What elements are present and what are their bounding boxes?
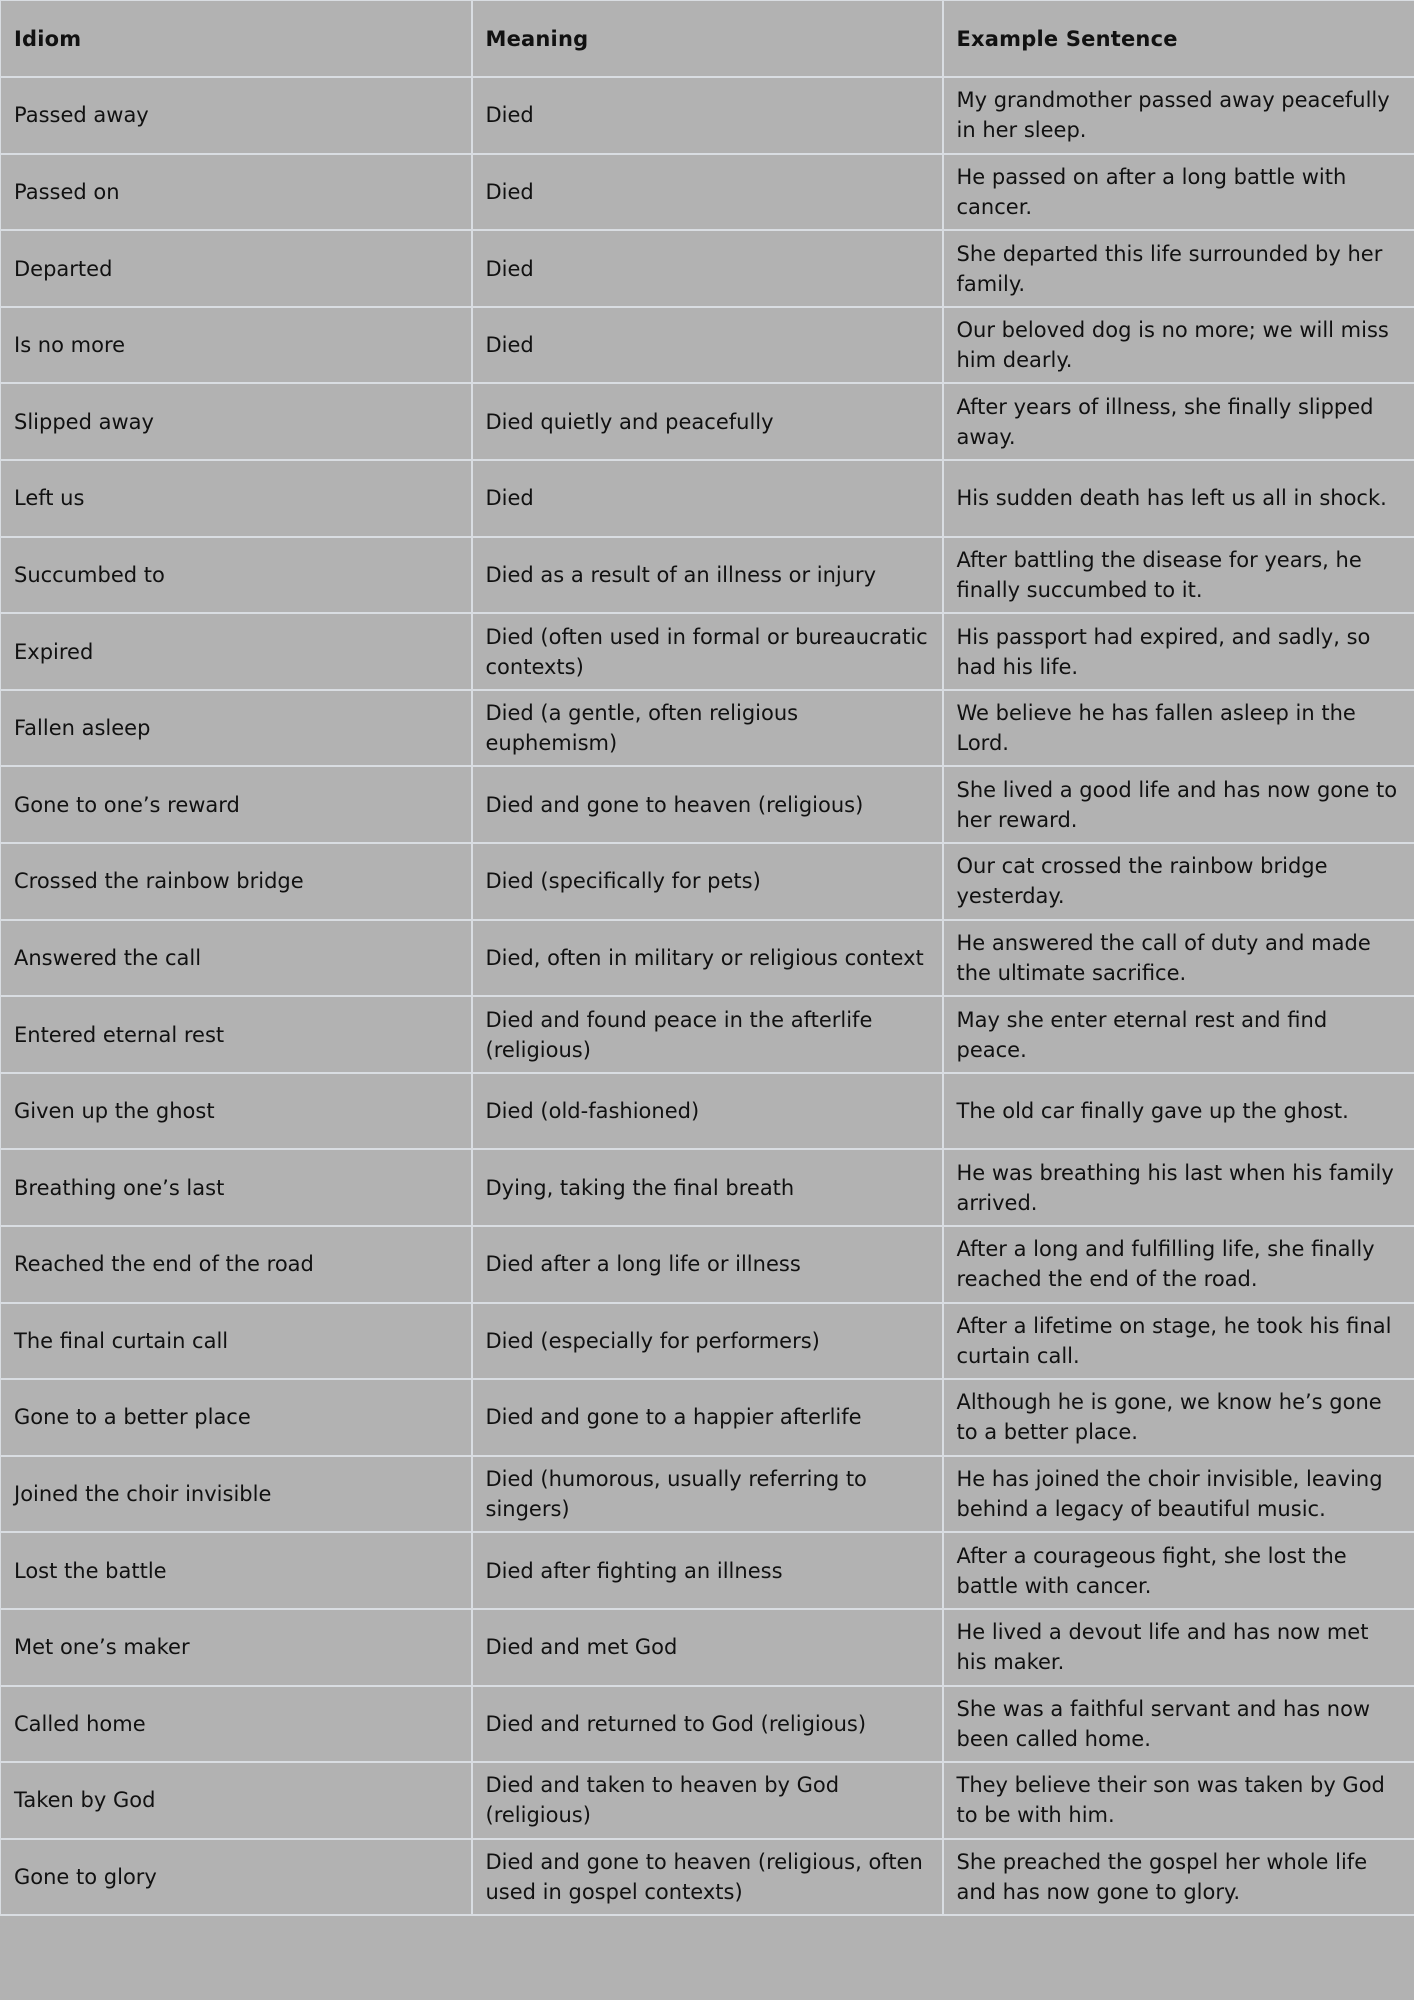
- example-sentence-cell: Our beloved dog is no more; we will miss him dearly.: [943, 307, 1414, 384]
- example-sentence-cell: After a lifetime on stage, he took his final curtain call.: [943, 1303, 1414, 1380]
- meaning-cell: Died and gone to heaven (religious, often used in gospel contexts): [472, 1839, 943, 1916]
- idiom-cell: Fallen asleep: [1, 690, 472, 767]
- idiom-cell: Gone to one’s reward: [1, 766, 472, 843]
- example-sentence-cell: His passport had expired, and sadly, so had his life.: [943, 613, 1414, 690]
- meaning-cell: Died and returned to God (religious): [472, 1686, 943, 1763]
- example-sentence-cell: He passed on after a long battle with cancer.: [943, 154, 1414, 231]
- idiom-cell: Gone to a better place: [1, 1379, 472, 1456]
- table-row: [1, 1532, 1414, 1609]
- table-row: [1, 996, 1414, 1073]
- table-row: [1, 920, 1414, 997]
- idiom-cell: Departed: [1, 230, 472, 307]
- idiom-cell: Gone to glory: [1, 1839, 472, 1916]
- example-sentence-cell: After a courageous fight, she lost the battle with cancer.: [943, 1532, 1414, 1609]
- table-row: [1, 383, 1414, 460]
- example-sentence-cell: He has joined the choir invisible, leaving behind a legacy of beautiful music.: [943, 1456, 1414, 1533]
- idiom-cell: Lost the battle: [1, 1532, 472, 1609]
- table-row: [1, 1379, 1414, 1456]
- meaning-cell: Died and gone to a happier afterlife: [472, 1379, 943, 1456]
- meaning-cell: Died and met God: [472, 1609, 943, 1686]
- example-sentence-cell: We believe he has fallen asleep in the Lord.: [943, 690, 1414, 767]
- example-sentence-cell: She lived a good life and has now gone to her reward.: [943, 766, 1414, 843]
- table-row: [1, 1456, 1414, 1533]
- table-row: [1, 1303, 1414, 1380]
- table-row: [1, 154, 1414, 231]
- idiom-cell: Answered the call: [1, 920, 472, 997]
- meaning-cell: Died: [472, 230, 943, 307]
- example-sentence-cell: She departed this life surrounded by her family.: [943, 230, 1414, 307]
- example-sentence-cell: Although he is gone, we know he’s gone to a better place.: [943, 1379, 1414, 1456]
- meaning-cell: Died: [472, 307, 943, 384]
- example-sentence-cell: After years of illness, she finally slipped away.: [943, 383, 1414, 460]
- idiom-cell: Given up the ghost: [1, 1073, 472, 1150]
- table-row: [1, 613, 1414, 690]
- idiom-cell: Passed away: [1, 77, 472, 154]
- table-body: [1, 77, 1414, 1915]
- table-row: [1, 1073, 1414, 1150]
- idiom-cell: Left us: [1, 460, 472, 537]
- table-row: [1, 77, 1414, 154]
- header-example-sentence: Example Sentence: [943, 1, 1414, 78]
- idiom-cell: Taken by God: [1, 1762, 472, 1839]
- meaning-cell: Died and gone to heaven (religious): [472, 766, 943, 843]
- meaning-cell: Died and found peace in the afterlife (religious): [472, 996, 943, 1073]
- table-row: [1, 843, 1414, 920]
- meaning-cell: Died after fighting an illness: [472, 1532, 943, 1609]
- table-row: [1, 537, 1414, 614]
- example-sentence-cell: She was a faithful servant and has now been called home.: [943, 1686, 1414, 1763]
- idiom-cell: Passed on: [1, 154, 472, 231]
- example-sentence-cell: May she enter eternal rest and find peace.: [943, 996, 1414, 1073]
- meaning-cell: Died and taken to heaven by God (religious): [472, 1762, 943, 1839]
- meaning-cell: Died (old-fashioned): [472, 1073, 943, 1150]
- example-sentence-cell: Our cat crossed the rainbow bridge yesterday.: [943, 843, 1414, 920]
- header-row: [1, 1, 1414, 78]
- header-idiom: Idiom: [1, 1, 472, 78]
- example-sentence-cell: He answered the call of duty and made the ultimate sacrifice.: [943, 920, 1414, 997]
- idiom-cell: Expired: [1, 613, 472, 690]
- meaning-cell: Died: [472, 460, 943, 537]
- idiom-cell: The final curtain call: [1, 1303, 472, 1380]
- table-row: [1, 1839, 1414, 1916]
- meaning-cell: Died (a gentle, often religious euphemism): [472, 690, 943, 767]
- header-meaning: Meaning: [472, 1, 943, 78]
- meaning-cell: Dying, taking the final breath: [472, 1149, 943, 1226]
- example-sentence-cell: After battling the disease for years, he finally succumbed to it.: [943, 537, 1414, 614]
- idiom-cell: Joined the choir invisible: [1, 1456, 472, 1533]
- meaning-cell: Died, often in military or religious context: [472, 920, 943, 997]
- table-row: [1, 460, 1414, 537]
- table-row: [1, 230, 1414, 307]
- table-row: [1, 1149, 1414, 1226]
- example-sentence-cell: The old car finally gave up the ghost.: [943, 1073, 1414, 1150]
- table-row: [1, 1609, 1414, 1686]
- meaning-cell: Died (humorous, usually referring to singers): [472, 1456, 943, 1533]
- example-sentence-cell: After a long and fulfilling life, she finally reached the end of the road.: [943, 1226, 1414, 1303]
- example-sentence-cell: My grandmother passed away peacefully in her sleep.: [943, 77, 1414, 154]
- example-sentence-cell: She preached the gospel her whole life and has now gone to glory.: [943, 1839, 1414, 1916]
- example-sentence-cell: They believe their son was taken by God to be with him.: [943, 1762, 1414, 1839]
- table-row: [1, 1226, 1414, 1303]
- meaning-cell: Died (specifically for pets): [472, 843, 943, 920]
- table-row: [1, 1762, 1414, 1839]
- meaning-cell: Died: [472, 154, 943, 231]
- table-row: [1, 690, 1414, 767]
- idiom-cell: Entered eternal rest: [1, 996, 472, 1073]
- idiom-cell: Crossed the rainbow bridge: [1, 843, 472, 920]
- meaning-cell: Died as a result of an illness or injury: [472, 537, 943, 614]
- idiom-cell: Met one’s maker: [1, 1609, 472, 1686]
- meaning-cell: Died quietly and peacefully: [472, 383, 943, 460]
- example-sentence-cell: He lived a devout life and has now met his maker.: [943, 1609, 1414, 1686]
- meaning-cell: Died (often used in formal or bureaucratic contexts): [472, 613, 943, 690]
- meaning-cell: Died: [472, 77, 943, 154]
- idiom-cell: Slipped away: [1, 383, 472, 460]
- table-row: [1, 1686, 1414, 1763]
- idiom-cell: Breathing one’s last: [1, 1149, 472, 1226]
- idiom-cell: Succumbed to: [1, 537, 472, 614]
- idiom-cell: Called home: [1, 1686, 472, 1763]
- example-sentence-cell: His sudden death has left us all in shock.: [943, 460, 1414, 537]
- meaning-cell: Died after a long life or illness: [472, 1226, 943, 1303]
- table-row: [1, 307, 1414, 384]
- idiom-cell: Is no more: [1, 307, 472, 384]
- example-sentence-cell: He was breathing his last when his family arrived.: [943, 1149, 1414, 1226]
- table-row: [1, 766, 1414, 843]
- idiom-cell: Reached the end of the road: [1, 1226, 472, 1303]
- meaning-cell: Died (especially for performers): [472, 1303, 943, 1380]
